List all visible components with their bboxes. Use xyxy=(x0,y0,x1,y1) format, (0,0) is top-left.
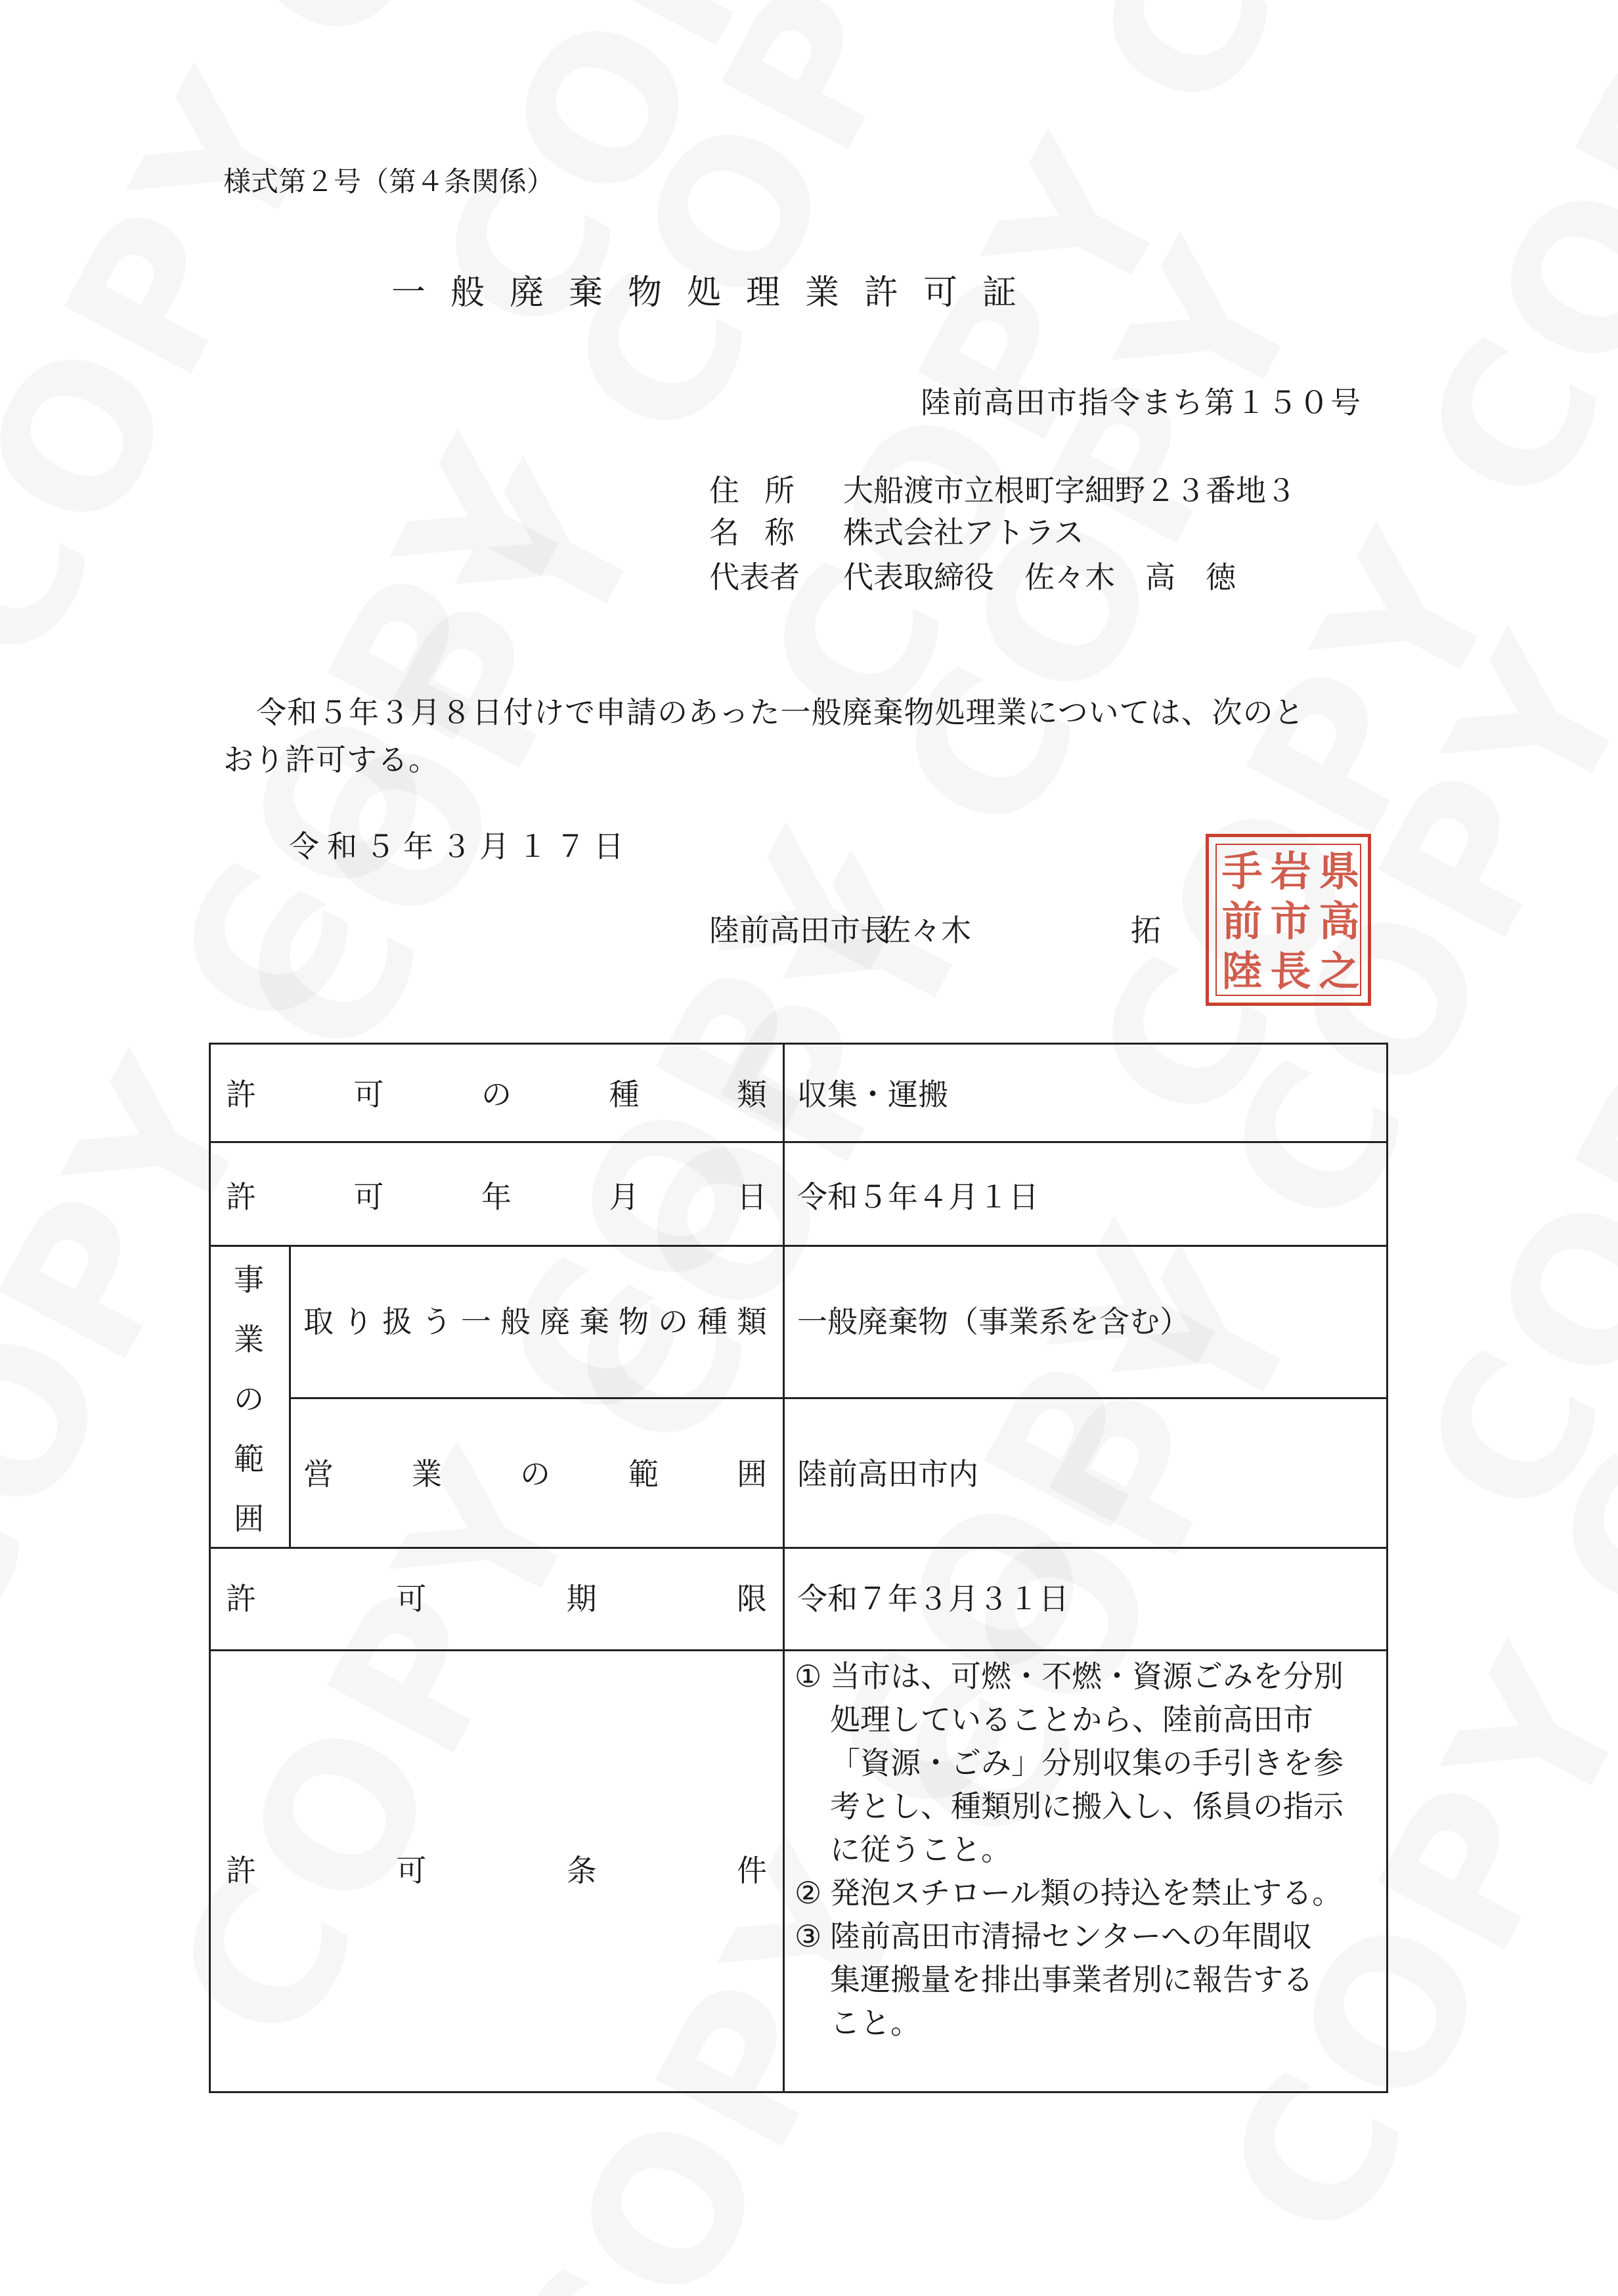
company-name-label: 名称 xyxy=(709,515,820,550)
label-char: 限 xyxy=(736,1581,767,1616)
label-char: 廃 xyxy=(540,1304,570,1339)
label-char: 業 xyxy=(412,1456,442,1492)
label-char: の xyxy=(481,1077,512,1112)
condition-line: に従うこと。 xyxy=(830,1832,1011,1867)
seal-char: 陸 xyxy=(1215,949,1263,990)
label-char: 囲 xyxy=(234,1501,264,1537)
label-char: 営 xyxy=(303,1456,334,1492)
condition-number: ③ xyxy=(795,1918,822,1954)
document-number: 陸前高田市指令まち第１５０号 xyxy=(921,385,1362,420)
label-char: 月 xyxy=(609,1179,640,1215)
business-area-value: 陸前高田市内 xyxy=(797,1456,978,1492)
permit-type-value: 収集・運搬 xyxy=(797,1077,948,1112)
condition-number: ① xyxy=(795,1658,822,1694)
label-char: 事 xyxy=(234,1261,264,1297)
label-char: 期 xyxy=(566,1581,597,1616)
label-char: 類 xyxy=(737,1304,767,1339)
issuer-name: 佐々木 xyxy=(881,913,971,948)
label-char: 取 xyxy=(303,1304,334,1339)
condition-line: 当市は、可燃・不燃・資源ごみを分別 xyxy=(830,1658,1344,1694)
label-char: 許 xyxy=(226,1853,256,1888)
seal-char: 長 xyxy=(1263,949,1311,990)
condition-line: 陸前高田市清掃センターへの年間収 xyxy=(830,1918,1313,1954)
label-char: の xyxy=(520,1456,550,1492)
condition-item xyxy=(795,1655,1386,1871)
expiry-value: 令和７年３月３１日 xyxy=(797,1581,1069,1616)
address-label: 住所 xyxy=(709,473,820,508)
label-char: 許 xyxy=(226,1179,256,1215)
body-text-line-1: 令和５年３月８日付けで申請のあった一般廃棄物処理業については、次のと xyxy=(256,695,1305,730)
condition-item xyxy=(795,1915,1386,2045)
waste-type-label xyxy=(303,1304,767,1339)
business-scope-label xyxy=(209,1247,289,1547)
condition-line: 発泡スチロール類の持込を禁止する。 xyxy=(830,1875,1343,1911)
issuer-title: 陸前高田市長 xyxy=(709,913,890,948)
waste-type-value: 一般廃棄物（事業系を含む） xyxy=(797,1304,1190,1339)
condition-number: ② xyxy=(795,1875,822,1911)
label-char: 棄 xyxy=(579,1304,609,1339)
condition-line: 考とし、種類別に搬入し、係員の指示 xyxy=(830,1788,1344,1824)
permit-date-label xyxy=(226,1179,767,1215)
seal-char: 前 xyxy=(1215,899,1263,940)
seal-char: 県 xyxy=(1312,850,1360,890)
permit-date-value: 令和５年４月１日 xyxy=(797,1179,1039,1215)
label-char: 扱 xyxy=(382,1304,412,1339)
label-char: 件 xyxy=(736,1853,767,1888)
label-char: の xyxy=(234,1381,264,1417)
label-char: の xyxy=(658,1304,688,1339)
condition-line: こと。 xyxy=(830,2005,921,2041)
watermark-text xyxy=(0,0,693,699)
label-char: 類 xyxy=(737,1077,767,1112)
label-char: 年 xyxy=(481,1179,512,1215)
label-char: 可 xyxy=(396,1853,427,1888)
form-number: 様式第２号（第４条関係） xyxy=(223,165,555,198)
issuer-name-given: 拓 xyxy=(1131,913,1161,948)
condition-line: 「資源・ごみ」分別収集の手引きを参 xyxy=(830,1745,1344,1781)
document-title: 一般廃棄物処理業許可証 xyxy=(391,273,1042,313)
label-char: 一 xyxy=(461,1304,491,1339)
representative-value: 代表取締役 佐々木 高 徳 xyxy=(843,559,1236,595)
business-area-label xyxy=(303,1456,767,1492)
label-char: 日 xyxy=(737,1179,767,1215)
official-seal xyxy=(1206,834,1371,1006)
label-char: 条 xyxy=(566,1853,597,1888)
conditions-label xyxy=(226,1855,767,1886)
label-char: り xyxy=(343,1304,373,1339)
seal-char: 市 xyxy=(1263,899,1311,940)
label-char: 範 xyxy=(628,1456,659,1492)
label-char: 許 xyxy=(226,1077,256,1112)
label-char: 範 xyxy=(234,1441,264,1477)
body-text-line-2: おり許可する。 xyxy=(223,742,439,777)
seal-char: 高 xyxy=(1312,899,1360,940)
label-char: 可 xyxy=(353,1179,384,1215)
label-char: 囲 xyxy=(737,1456,767,1492)
expiry-label xyxy=(226,1581,767,1616)
condition-item xyxy=(795,1871,1386,1915)
label-char: 可 xyxy=(353,1077,384,1112)
label-char: 業 xyxy=(234,1321,264,1357)
conditions-list xyxy=(795,1655,1386,2045)
label-char: 可 xyxy=(396,1581,427,1616)
address-value: 大船渡市立根町字細野２３番地３ xyxy=(843,473,1296,508)
watermark-text xyxy=(1379,274,1618,1552)
condition-line: 処理していることから、陸前高田市 xyxy=(830,1702,1313,1737)
condition-line: 集運搬量を排出事業者別に報告する xyxy=(830,1962,1313,1997)
label-char: 物 xyxy=(619,1304,649,1339)
company-name-value: 株式会社アトラス xyxy=(843,515,1084,550)
seal-char: 手 xyxy=(1215,850,1263,890)
issue-date: 令和５年３月１７日 xyxy=(289,829,632,864)
representative-label: 代表者 xyxy=(709,559,800,595)
permit-type-label xyxy=(226,1079,767,1110)
label-char: う xyxy=(422,1304,452,1339)
label-char: 許 xyxy=(226,1581,256,1616)
seal-char: 岩 xyxy=(1263,850,1311,890)
label-char: 種 xyxy=(609,1077,640,1112)
seal-char: 之 xyxy=(1312,949,1360,990)
label-char: 般 xyxy=(500,1304,531,1339)
watermark-text xyxy=(722,0,1547,764)
label-char: 種 xyxy=(697,1304,728,1339)
